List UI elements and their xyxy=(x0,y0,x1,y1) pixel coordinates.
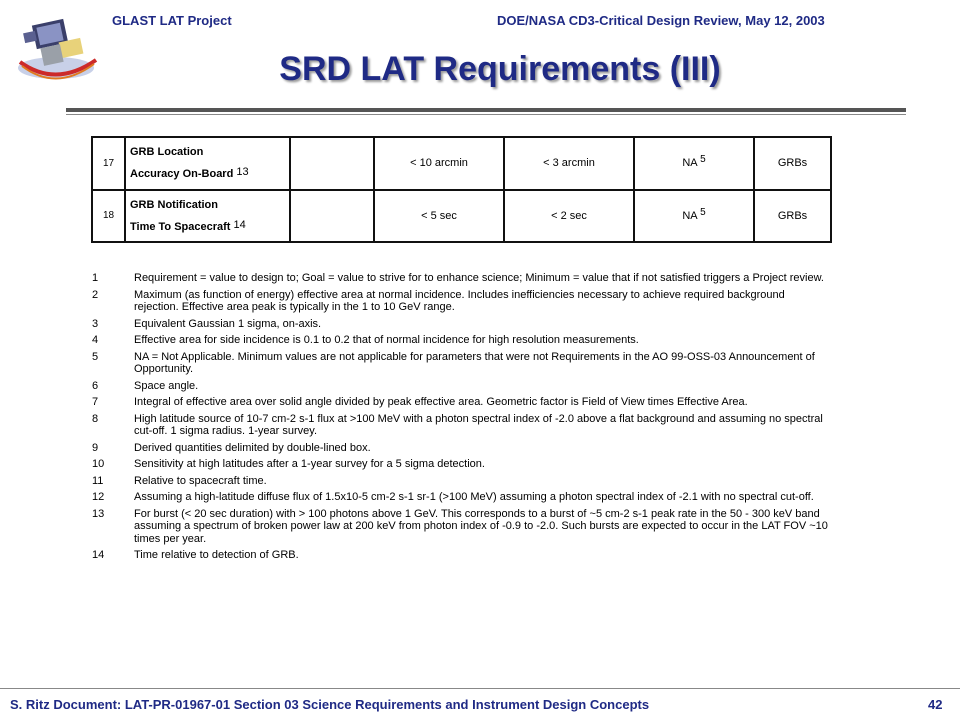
note-number: 4 xyxy=(92,334,99,346)
slide-title: SRD LAT Requirements (III) xyxy=(279,50,721,88)
note-number: 2 xyxy=(92,288,99,301)
footnote-ref: 5 xyxy=(700,206,706,218)
row-number: 18 xyxy=(92,190,125,243)
note-text: Relative to spacecraft time. xyxy=(134,474,267,487)
note-text: NA = Not Applicable. Minimum values are not applicable for parameters that were not Requirements in the AO 99-OSS-03 Announcement of Opportunity. xyxy=(134,350,815,375)
parameter-cell xyxy=(125,137,290,190)
note-number: 1 xyxy=(92,272,99,284)
note-text: Integral of effective area over solid angle divided by peak effective area. Geometric factor is Field of View times Effective Area. xyxy=(134,396,748,408)
science-cell: GRBs xyxy=(754,137,831,190)
parameter-line2: Time To Spacecraft 14 xyxy=(130,218,246,233)
requirement-cell: < 10 arcmin xyxy=(374,137,504,190)
list-item xyxy=(92,508,832,546)
note-text: Time relative to detection of GRB. xyxy=(134,549,299,561)
footnote-ref: 5 xyxy=(700,154,706,166)
note-text: High latitude source of 10-7 cm-2 s-1 flux at >100 MeV with a photon spectral index of -2.0 above a flat background and assuming no spectral cut-off. 1 sigma radius. 1-year survey. xyxy=(134,412,823,437)
list-item xyxy=(92,351,832,376)
note-text: Assuming a high-latitude diffuse flux of 1.5x10-5 cm-2 s-1 sr-1 (>100 MeV) assuming a photon spectral index of -2.1 with no spectral cut-off. xyxy=(134,491,814,503)
note-number: 10 xyxy=(92,458,105,470)
note-number: 5 xyxy=(92,350,99,363)
footnotes-list xyxy=(92,272,832,566)
note-text: Maximum (as function of energy) effective area at normal incidence. Includes inefficiencies necessary to achieve required background rejection. Effective area peak is typically in the 1 to 10 GeV range. xyxy=(134,288,785,313)
list-item xyxy=(92,458,832,471)
note-number: 8 xyxy=(92,412,99,425)
note-text: Sensitivity at high latitudes after a 1-year survey for a 5 sigma detection. xyxy=(134,458,485,470)
goal-cell: < 3 arcmin xyxy=(504,137,634,190)
parameter-line2: Accuracy On-Board 13 xyxy=(130,166,249,181)
note-text: Requirement = value to design to; Goal = value to strive for to enhance science; Minimum = value that if not satisfied triggers a Project review. xyxy=(134,272,824,284)
parameter-cell xyxy=(125,190,290,243)
list-item xyxy=(92,289,832,314)
footer-rule xyxy=(0,688,960,689)
page-number: 42 xyxy=(928,697,943,712)
science-cell: GRBs xyxy=(754,190,831,243)
note-text: Equivalent Gaussian 1 sigma, on-axis. xyxy=(134,317,322,330)
title-rule xyxy=(66,108,906,112)
goal-cell: < 2 sec xyxy=(504,190,634,243)
list-item xyxy=(92,549,832,562)
table-row xyxy=(92,137,831,190)
table-row xyxy=(92,190,831,243)
blank-cell xyxy=(290,137,374,190)
list-item xyxy=(92,413,832,438)
parameter-line1: GRB Notification xyxy=(130,198,218,211)
list-item xyxy=(92,491,832,504)
note-number: 12 xyxy=(92,491,105,503)
list-item xyxy=(92,396,832,409)
note-number: 11 xyxy=(92,474,104,487)
note-number: 14 xyxy=(92,549,105,561)
note-text: Derived quantities delimited by double-lined box. xyxy=(134,441,371,454)
note-number: 13 xyxy=(92,507,105,520)
list-item xyxy=(92,334,832,347)
minimum-cell: NA 5 xyxy=(634,190,754,243)
requirements-table xyxy=(91,136,832,243)
list-item xyxy=(92,475,832,488)
title-rule-thin xyxy=(66,114,906,115)
note-text: Effective area for side incidence is 0.1 to 0.2 that of normal incidence for high resolution measurements. xyxy=(134,334,639,346)
footnote-ref: 13 xyxy=(236,166,249,179)
note-number: 3 xyxy=(92,317,99,330)
list-item xyxy=(92,272,832,285)
row-number: 17 xyxy=(92,137,125,190)
list-item xyxy=(92,318,832,331)
header-project: GLAST LAT Project xyxy=(112,13,232,28)
parameter-line1: GRB Location xyxy=(130,146,204,159)
note-number: 9 xyxy=(92,441,99,454)
note-text: Space angle. xyxy=(134,379,199,392)
footer-text: S. Ritz Document: LAT-PR-01967-01 Section 03 Science Requirements and Instrument Design Concepts xyxy=(10,697,650,712)
blank-cell xyxy=(290,190,374,243)
list-item xyxy=(92,380,832,393)
list-item xyxy=(92,442,832,455)
note-number: 6 xyxy=(92,379,99,392)
minimum-cell: NA 5 xyxy=(634,137,754,190)
note-text: For burst (< 20 sec duration) with > 100 photons above 1 GeV. This corresponds to a burst of ~5 cm-2 s-1 peak rate in the 50 - 300 keV band assuming a spectrum of broken power law at 200 keV from photon index of -0.9 to -2.0. Such bursts are expected to occur in the LAT FOV ~10 times per year. xyxy=(134,507,828,545)
header-review: DOE/NASA CD3-Critical Design Review, May 12, 2003 xyxy=(497,13,825,28)
footnote-ref: 14 xyxy=(233,218,246,231)
requirement-cell: < 5 sec xyxy=(374,190,504,243)
note-number: 7 xyxy=(92,396,99,408)
